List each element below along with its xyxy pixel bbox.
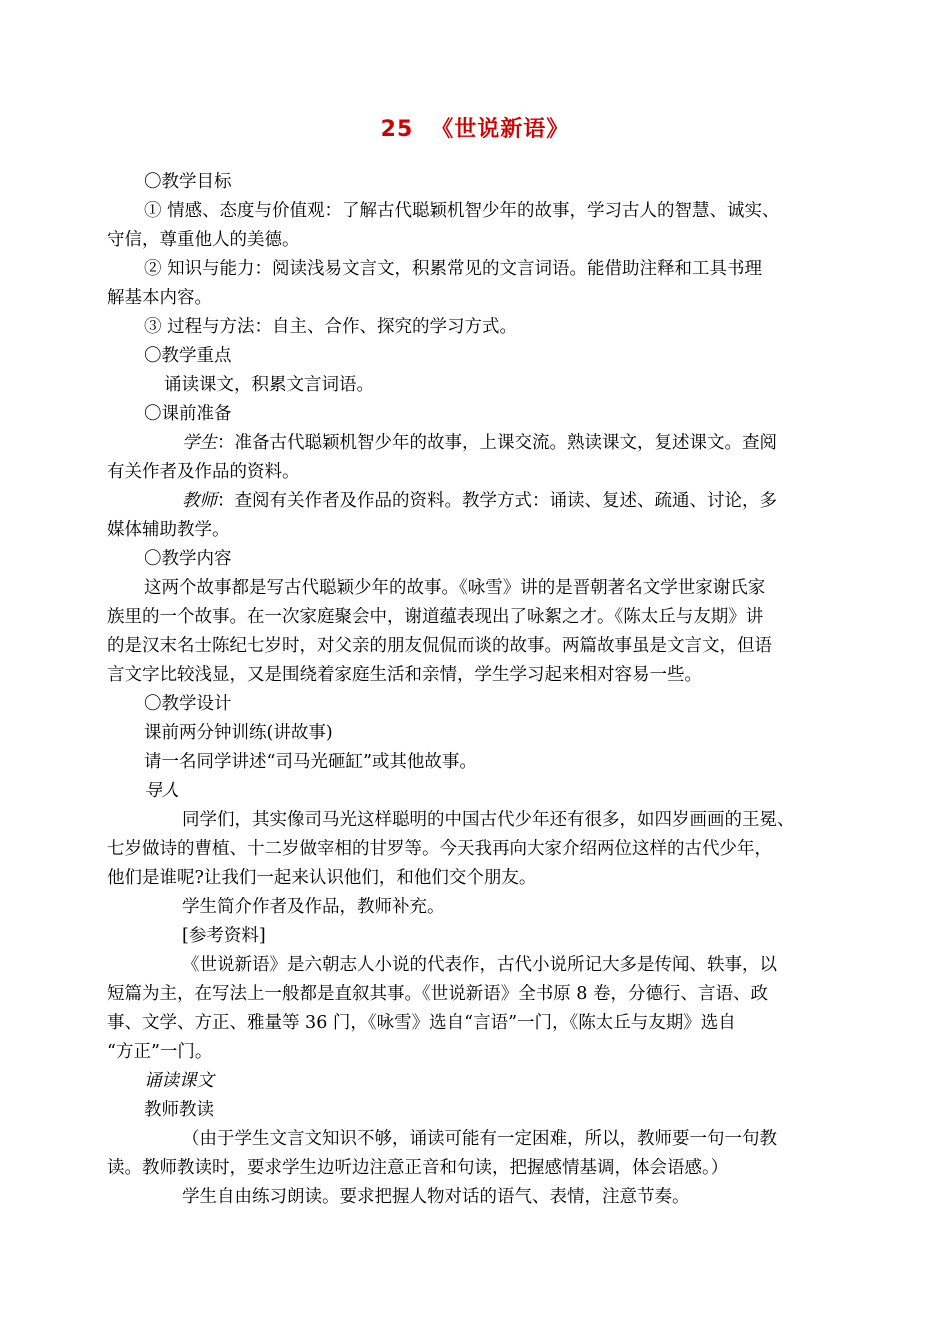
prep-student-line-1 bbox=[107, 429, 867, 458]
read-heading: 诵读课文 bbox=[144, 1071, 214, 1091]
intro-line-2: 七岁做诗的曹植、十二岁做宰相的甘罗等。今天我再向大家介绍两位这样的古代少年， bbox=[107, 839, 772, 859]
prep-teacher-label: 教师 bbox=[182, 491, 217, 511]
reference-heading: [参考资料] bbox=[182, 926, 266, 946]
goal-3-line-1: ③ 过程与方法：自主、合作、探究的学习方式。 bbox=[144, 317, 518, 337]
design-heading: 〇教学设计 bbox=[144, 694, 232, 714]
document-body bbox=[107, 168, 867, 1212]
design-line-1: 课前两分钟训练(讲故事) bbox=[144, 723, 333, 743]
reference-line-3: 事、文学、方正、雅量等 36 门，《咏雪》选自“言语”一门，《陈太丘与友期》选自 bbox=[107, 1013, 736, 1033]
content-line-2: 族里的一个故事。在一次家庭聚会中，谢道蕴表现出了咏絮之才。《陈太丘与友期》讲 bbox=[107, 607, 764, 627]
lesson-title: 《世说新语》 bbox=[431, 117, 570, 142]
goal-1-line-2: 守信，尊重他人的美德。 bbox=[107, 230, 300, 250]
reference-line-4: “方正”一门。 bbox=[107, 1042, 213, 1062]
prep-student-label: 学生 bbox=[182, 433, 217, 453]
content-line-3: 的是汉末名士陈纪七岁时，对父亲的朋友侃侃而谈的故事。两篇故事虽是文言文，但语 bbox=[107, 636, 772, 656]
intro-line-3: 他们是谁呢?让我们一起来认识他们，和他们交个朋友。 bbox=[107, 868, 537, 888]
read-line-3: 读。教师教读时，要求学生边听边注意正音和句读，把握感情基调，体会语感。） bbox=[107, 1158, 729, 1178]
content-heading: 〇教学内容 bbox=[144, 549, 232, 569]
intro-heading: 导人 bbox=[144, 781, 179, 801]
prep-heading: 〇课前准备 bbox=[144, 404, 232, 424]
prep-teacher-text: ：查阅有关作者及作品的资料。教学方式：诵读、复述、疏通、讨论，多 bbox=[217, 491, 777, 511]
prep-teacher-line-2: 媒体辅助教学。 bbox=[107, 520, 230, 540]
prep-teacher-line-1 bbox=[107, 487, 867, 516]
read-line-4: 学生自由练习朗读。要求把握人物对话的语气、表情，注意节奏。 bbox=[182, 1187, 690, 1207]
intro-line-1: 同学们，其实像司马光这样聪明的中国古代少年还有很多，如四岁画画的王冕、 bbox=[182, 810, 795, 830]
intro-line-4: 学生简介作者及作品，教师补充。 bbox=[182, 897, 445, 917]
page-title bbox=[0, 112, 950, 143]
goal-1-line-1: ① 情感、态度与价值观：了解古代聪颖机智少年的故事，学习古人的智慧、诚实、 bbox=[144, 201, 780, 221]
focus-line-1: 诵读课文，积累文言词语。 bbox=[164, 375, 374, 395]
goal-2-line-1: ② 知识与能力：阅读浅易文言文，积累常见的文言词语。能借助注释和工具书理 bbox=[144, 259, 763, 279]
read-line-2: （由于学生文言文知识不够，诵读可能有一定困难，所以，教师要一句一句教 bbox=[182, 1129, 777, 1149]
prep-student-line-2: 有关作者及作品的资料。 bbox=[107, 462, 300, 482]
content-line-4: 言文字比较浅显，又是围绕着家庭生活和亲情，学生学习起来相对容易一些。 bbox=[107, 665, 702, 685]
content-line-1: 这两个故事都是写古代聪颖少年的故事。《咏雪》讲的是晋朝著名文学世家谢氏家 bbox=[144, 578, 766, 598]
reference-line-1: 《世说新语》是六朝志人小说的代表作，古代小说所记大多是传闻、轶事，以 bbox=[182, 955, 777, 975]
prep-student-text: ：准备古代聪颖机智少年的故事，上课交流。熟读课文，复述课文。查阅 bbox=[217, 433, 777, 453]
reference-line-2: 短篇为主，在写法上一般都是直叙其事。《世说新语》全书原 8 卷，分德行、言语、政 bbox=[107, 984, 769, 1004]
lesson-number: 25 bbox=[380, 117, 414, 142]
focus-heading: 〇教学重点 bbox=[144, 346, 232, 366]
design-line-2: 请一名同学讲述“司马光砸缸”或其他故事。 bbox=[144, 752, 477, 772]
read-line-1: 教师教读 bbox=[144, 1100, 214, 1120]
goal-2-line-2: 解基本内容。 bbox=[107, 288, 212, 308]
goals-heading: 〇教学目标 bbox=[144, 172, 232, 192]
